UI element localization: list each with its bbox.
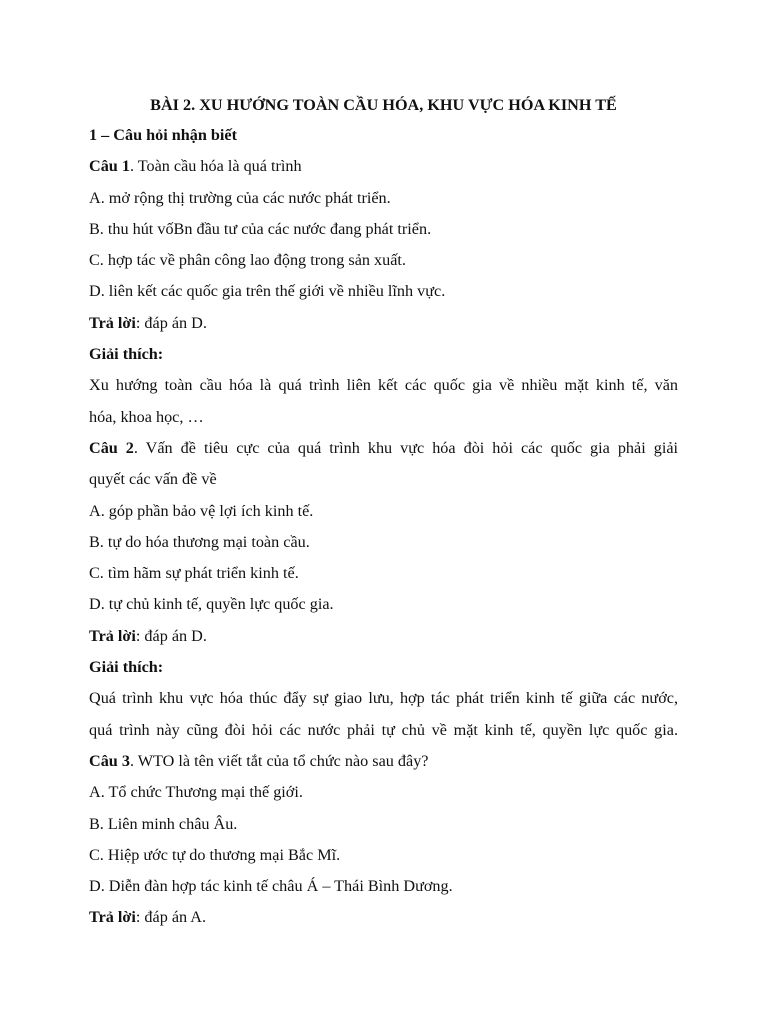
- page-title: BÀI 2. XU HƯỚNG TOÀN CẦU HÓA, KHU VỰC HÓA KINH TẾ: [150, 96, 617, 114]
- section-heading: 1 – Câu hỏi nhận biết: [89, 126, 237, 144]
- question-2-text-line-1: . Vấn đề tiêu cực của quá trình khu vực hóa đòi hỏi các quốc gia phải giải: [133, 438, 678, 457]
- question-2-option-d: D. tự chủ kinh tế, quyền lực quốc gia.: [89, 595, 334, 614]
- answer-label: Trả lời: [89, 626, 136, 645]
- question-2-answer: [89, 621, 678, 652]
- answer-text: : đáp án D.: [135, 626, 207, 645]
- question-1: [89, 151, 678, 182]
- answer-text: : đáp án A.: [135, 908, 207, 927]
- question-1-option-b: B. thu hút vốBn đầu tư của các nước đang phát triển.: [89, 219, 432, 238]
- question-3-answer: [89, 902, 678, 933]
- question-1-text: . Toàn cầu hóa là quá trình: [129, 157, 302, 176]
- question-2-option-c: C. tìm hãm sự phát triển kinh tế.: [89, 564, 299, 583]
- question-1-answer: [89, 308, 678, 339]
- question-3: [89, 746, 678, 777]
- question-2-option-b: B. tự do hóa thương mại toàn cầu.: [89, 532, 310, 551]
- question-3-option-d: D. Diễn đàn hợp tác kinh tế châu Á – Thái Bình Dương.: [89, 877, 453, 896]
- question-3-label: Câu 3: [89, 751, 130, 770]
- question-2-explain-label: Giải thích:: [89, 658, 164, 677]
- question-3-option-b: B. Liên minh châu Âu.: [89, 814, 238, 833]
- question-1-option-d: D. liên kết các quốc gia trên thế giới về nhiều lĩnh vực.: [89, 282, 446, 301]
- question-1-label: Câu 1: [89, 157, 130, 176]
- answer-label: Trả lời: [89, 313, 136, 332]
- question-2-option-a: A. góp phần bảo vệ lợi ích kinh tế.: [89, 501, 314, 520]
- question-3-option-c: C. Hiệp ước tự do thương mại Bắc Mĩ.: [89, 845, 341, 864]
- question-3-option-a: A. Tổ chức Thương mại thế giới.: [89, 783, 303, 802]
- question-1-option-c: C. hợp tác về phân công lao động trong sản xuất.: [89, 251, 406, 270]
- answer-label: Trả lời: [89, 908, 136, 927]
- question-3-text: . WTO là tên viết tắt của tổ chức nào sau đây?: [129, 751, 429, 770]
- question-1-explain-label: Giải thích:: [89, 345, 164, 364]
- question-2-explain-line-1: Quá trình khu vực hóa thúc đẩy sự giao lưu, hợp tác phát triển kinh tế giữa các nước,: [89, 689, 678, 708]
- answer-text: : đáp án D.: [135, 313, 207, 332]
- question-2-explain-line-2: quá trình này cũng đòi hỏi các nước phải tự chủ về mặt kinh tế, quyền lực quốc gia.: [89, 720, 678, 739]
- question-2: [89, 433, 678, 464]
- question-1-option-a: A. mở rộng thị trường của các nước phát triển.: [89, 188, 391, 207]
- question-1-explain-line-2: hóa, khoa học, …: [89, 407, 204, 426]
- document-page: [89, 90, 678, 934]
- question-2-label: Câu 2: [89, 438, 134, 457]
- question-2-text-line-2: quyết các vấn đề về: [89, 470, 217, 489]
- question-1-explain-line-1: Xu hướng toàn cầu hóa là quá trình liên kết các quốc gia về nhiều mặt kinh tế, văn: [89, 376, 678, 395]
